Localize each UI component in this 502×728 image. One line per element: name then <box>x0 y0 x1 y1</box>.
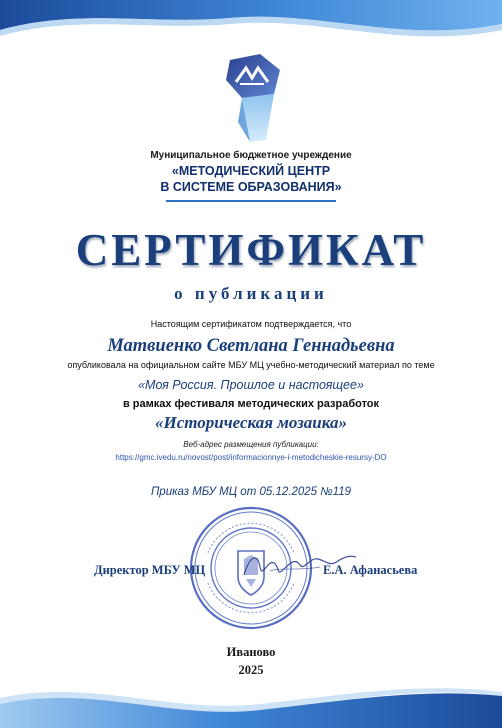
director-name: Е.А. Афанасьева <box>323 563 418 577</box>
url-label: Веб-адрес размещения публикации: <box>183 440 319 449</box>
order-reference: Приказ МБУ МЦ от 05.12.2025 №119 <box>150 486 352 498</box>
certificate-subtitle: о публикации <box>174 284 328 303</box>
recipient-name: Матвиенко Светлана Геннадьевна <box>107 336 395 356</box>
director-title: Директор МБУ МЦ <box>94 563 206 577</box>
material-theme: «Моя Россия. Прошлое и настоящее» <box>138 378 364 392</box>
organization-type: Муниципальное бюджетное учреждение <box>150 150 352 161</box>
festival-name: «Историческая мозаика» <box>155 413 347 432</box>
organization-name-line1: «МЕТОДИЧЕСКИЙ ЦЕНТР <box>171 164 331 178</box>
city: Иваново <box>226 645 276 659</box>
year: 2025 <box>238 663 264 677</box>
top-wave-decoration <box>0 0 502 60</box>
confirmation-text: Настоящим сертификатом подтверждается, что <box>150 319 352 329</box>
certificate-title: СЕРТИФИКАТ <box>75 225 427 275</box>
festival-line: в рамках фестиваля методических разработок <box>122 398 380 410</box>
publication-statement: опубликовала на официальном сайте МБУ МЦ учебно-методический материал по теме <box>67 360 435 370</box>
publication-url[interactable]: https://gmc.ivedu.ru/novost/post/informacionnye-i-metodicheskie-resursy-DO <box>115 453 387 462</box>
organization-underline <box>166 200 336 202</box>
methodical-center-logo <box>220 52 284 144</box>
organization-name-line2: В СИСТЕМЕ ОБРАЗОВАНИЯ» <box>160 180 342 194</box>
